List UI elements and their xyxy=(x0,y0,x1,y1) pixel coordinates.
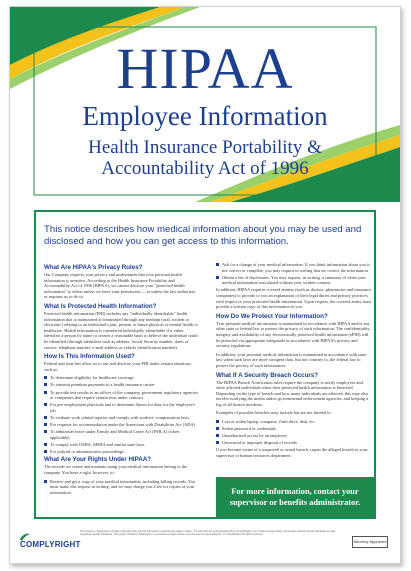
list-item xyxy=(44,479,200,496)
bullet-icon xyxy=(216,420,219,423)
bullet-icon xyxy=(44,403,47,406)
list-item-text: To administer leave under Family and Medical Leave Act (FMLA) (when applicable) xyxy=(50,429,180,440)
bullet-icon xyxy=(44,383,47,386)
info-used-intro: Federal and state law allow us to use and disclose your PHI under certain situations, such as: xyxy=(44,361,192,372)
body-frame-top xyxy=(34,210,376,212)
list-item-text: To transmit premium payments to a health insurance carrier xyxy=(50,382,155,388)
list-item xyxy=(216,440,372,446)
bullet-icon xyxy=(216,441,219,444)
list-item-text: To provide test results to an officer of the company, government regulatory agencies or companies that require certain tests under contract xyxy=(50,389,198,401)
bullet-icon xyxy=(44,423,47,426)
list-item-text: For pre-employment physicals and to determine fitness for duty for the employee's job xyxy=(50,402,196,413)
list-item xyxy=(44,382,200,388)
notice-statement: This notice describes how medical information about you may be used and disclosed and how you can get access to this information. xyxy=(44,224,362,247)
protected-info-text: Protected health information (PHI) includes any "individually identifiable" health information that is maintained or transmitted through any medium (oral, written or electronic) relating to an individual's past, present or future physical or mental health or healthcare. Health information is considered individually identifiable if it either identifies a person by name or creates a reasonable basis to believe the individual could be identified (through identifiers such as address, Social Security number, dates of service, telephone number, e-mail address or vehicle identification number). xyxy=(44,310,198,350)
act-name-line-1: Health Insurance Portability & xyxy=(88,137,322,158)
list-item-text: Lost or stolen laptop, computer, flash drive, disk, etc. xyxy=(222,419,316,425)
act-name-line-2: Accountability Act of 1996 xyxy=(101,158,309,179)
list-item xyxy=(44,449,200,455)
bullet-icon xyxy=(216,263,219,266)
body-frame-right xyxy=(374,210,376,519)
covered-entities-note: In addition, HIPAA requires covered entities (such as doctors, pharmacies and insurance companies) to provide to you an explanation of their legal duties and privacy practices with respect to your protected health information. Upon request, the covered entity must provide a written copy of this information to you. xyxy=(216,287,372,310)
body-frame-bottom xyxy=(34,517,376,519)
body-frame-left xyxy=(34,210,36,519)
list-item-text: Unsecured or improper disposal of records xyxy=(222,440,297,446)
poster-footer xyxy=(10,524,400,563)
protect-info-text-2: In addition, your personal medical information is maintained in accordance with state law when such laws are more stringent than, but not contrary to, the federal law to protect the privacy of such information. xyxy=(216,351,367,368)
bullet-icon xyxy=(44,376,47,379)
list-item-text: To evaluate work related injuries and comply with workers' compensation laws xyxy=(50,414,189,420)
list-item xyxy=(44,415,200,421)
poster-subtitle: Employee Information xyxy=(82,101,328,131)
bullet-icon xyxy=(44,443,47,446)
list-item xyxy=(216,433,372,439)
attorney-approved-badge: Attorney Approved xyxy=(352,536,388,548)
list-item xyxy=(44,442,200,448)
poster-header xyxy=(10,7,400,202)
privacy-rules-text: Our Company respects your privacy and understands that your personal health information is sensitive. According to the Health Insurance Portability and Accountability Act of 1996 (HIPAA), we cannot disclose your "protected health information" to others unless we have your permission — or unless the law authorizes or requires us to do so. xyxy=(44,272,196,300)
hipaa-poster xyxy=(9,6,401,564)
list-item xyxy=(44,429,200,440)
list-item-text: Obtain a list of disclosures. You may request, in writing, a summary of when your medical information was shared without your written consent. xyxy=(222,274,366,286)
protect-info-heading: How Do We Protect Your Information? xyxy=(216,312,328,320)
contact-line-2: supervisor or benefits administrator. xyxy=(229,498,361,507)
breach-closing: If you become aware of a suspected or actual breach, report the alleged breach to your supervisor or human resources department. xyxy=(216,447,368,459)
bullet-icon xyxy=(44,416,47,419)
list-item xyxy=(44,422,200,428)
poster-title: HIPAA xyxy=(116,36,294,101)
list-item xyxy=(216,419,372,425)
list-item-text: For requests for accommodation under the Americans with Disabilities Act (ADA) xyxy=(50,421,196,427)
list-item xyxy=(44,390,200,401)
breach-text: The HIPAA Breach Notification rules require the company to notify employees and other affected individuals when their protected health information is breached. Depending on the type of breach and how many individuals are affected, this may also involve notifying the media and/or governmental enforcement agencies, and keeping a log of all breach incidents. xyxy=(216,379,369,407)
bullet-icon xyxy=(44,430,47,433)
your-rights-intro: The records we create and maintain using your medical information belong to the company. You have a right, however, to: xyxy=(44,464,188,476)
list-item-text: To determine eligibility for healthcare coverage xyxy=(50,375,134,381)
bullet-icon xyxy=(216,434,219,437)
breach-examples-intro: Examples of possible breaches may include but are not limited to: xyxy=(216,410,332,416)
list-item-text: For judicial or administrative proceedings xyxy=(50,448,124,454)
list-item xyxy=(44,375,200,381)
bullet-icon xyxy=(44,450,47,453)
list-item-text: Unauthorized access by an employee xyxy=(222,433,288,439)
right-column xyxy=(216,262,372,462)
contact-line-1: For more information, contact your xyxy=(231,487,359,496)
list-item-text: To comply with OSHA, MSHA and similar state laws xyxy=(50,441,145,447)
bullet-icon xyxy=(44,391,47,394)
list-item xyxy=(216,275,372,286)
list-item xyxy=(44,402,200,413)
bullet-icon xyxy=(216,276,219,279)
complyright-logo: COMPLYRIGHT xyxy=(20,540,81,549)
list-item-text: Ask for a change of your medical information. If you think information about you is not correct or complete, you may request in writing that we correct the information xyxy=(222,262,370,273)
list-item xyxy=(216,262,372,273)
breach-heading: What If A Security Breach Occurs? xyxy=(216,371,319,379)
list-item-text: Stolen password or credentials xyxy=(222,426,276,432)
protected-info-heading: What Is Protected Health Information? xyxy=(44,302,157,310)
left-column xyxy=(44,262,200,497)
privacy-rules-heading: What Are HIPAA's Privacy Rules? xyxy=(44,264,143,271)
contact-callout xyxy=(216,477,374,517)
bullet-icon xyxy=(216,427,219,430)
fine-print: This poster is designed to provide employers with general information regarding its subject matter. It is sold with the understanding that ComplyRight is not rendering legal advice. Employers should consult with legal counsel regarding specific situations. This poster should be displayed in a conspicuous place where it can be seen by all employees. © ComplyRight. All rights reserved. xyxy=(80,530,336,537)
your-rights-heading: What Are Your Rights Under HIPAA? xyxy=(44,456,152,464)
list-item-text: Review and get a copy of your medical information, including billing records. You must make this request in writing, and we may charge you a fee for copies of your information. xyxy=(50,478,196,495)
info-used-heading: How Is This Information Used? xyxy=(44,353,135,361)
protect-info-text-1: Your personal medical information is maintained in accordance with HIPAA and/or any other state or federal law to protect the privacy of such information. The confidentiality, integrity and availability of any electronically protected health information (ePHI) will be protected via appropriate safeguards in accordance with HIPAA's privacy and security regulations. xyxy=(216,320,371,349)
bullet-icon xyxy=(44,480,47,483)
list-item xyxy=(216,426,372,432)
